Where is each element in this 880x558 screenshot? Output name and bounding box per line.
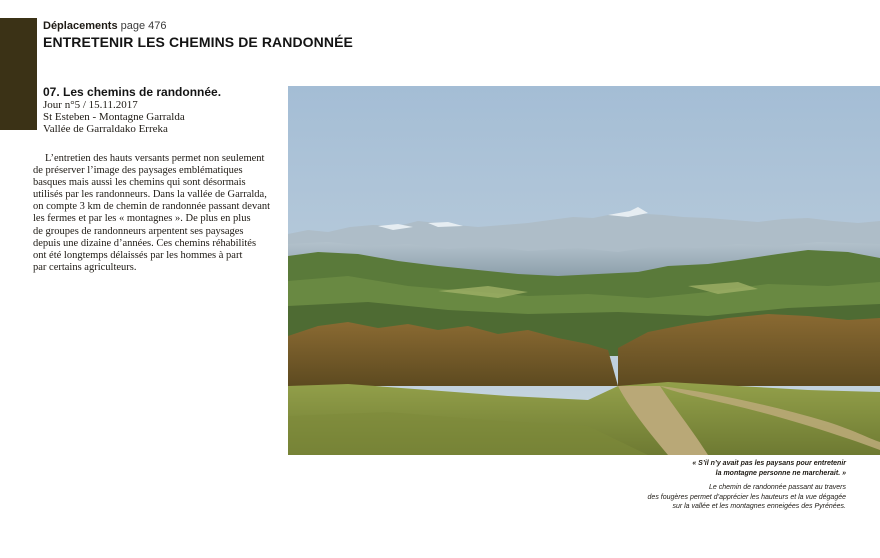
- body-line: les fermes et par les « montagnes ». De plus en plus: [33, 213, 251, 225]
- photo-quote: [648, 459, 846, 478]
- quote-line: « S’il n’y avait pas les paysans pour entretenir: [692, 460, 846, 467]
- chapter-title: 07. Les chemins de randonnée.: [43, 85, 222, 99]
- caption-line: des fougères permet d’apprécier les hauteurs et la vue dégagée: [647, 493, 846, 501]
- caption-line: sur la vallée et les montagnes enneigées des Pyrénées.: [672, 503, 846, 510]
- section-line: [43, 19, 353, 33]
- body-line: basques mais aussi les chemins qui sont désormais: [33, 177, 246, 189]
- chapter-date: Jour n°5 / 15.11.2017: [43, 99, 138, 111]
- photo-captions: [648, 459, 846, 512]
- body-line: depuis une dizaine d’années. Ces chemins réhabilités: [33, 237, 257, 249]
- caption-line: Le chemin de randonnée passant au travers: [709, 484, 846, 491]
- page-title: ENTRETENIR LES CHEMINS DE RANDONNÉE: [43, 34, 353, 50]
- body-line: par certains agriculteurs.: [33, 261, 137, 273]
- body-line: utilisés par les randonneurs. Dans la vallée de Garralda,: [33, 189, 267, 201]
- body-line: de préserver l’image des paysages emblématiques: [33, 165, 243, 177]
- quote-line: la montagne personne ne marcherait. »: [715, 469, 846, 477]
- landscape-illustration: [288, 86, 880, 455]
- body-line: on compte 3 km de chemin de randonnée passant devant: [33, 201, 271, 213]
- section-name: Déplacements: [43, 20, 118, 32]
- body-line: ont été longtemps délaissés par les hommes à part: [33, 249, 243, 261]
- chapter-block: [43, 85, 221, 135]
- chapter-route: St Esteben - Montagne Garralda: [43, 111, 185, 123]
- page-reference: page 476: [120, 20, 167, 32]
- photo-caption: [648, 483, 846, 512]
- chapter-valley: Vallée de Garraldako Erreka: [43, 123, 168, 135]
- body-paragraph: [33, 153, 273, 274]
- page-header: [43, 19, 353, 51]
- landscape-photo: [288, 86, 880, 455]
- sidebar-color-bar: [0, 18, 37, 130]
- body-line: L’entretien des hauts versants permet non seulement: [45, 153, 265, 164]
- body-line: de groupes de randonneurs arpentent ses paysages: [33, 225, 244, 237]
